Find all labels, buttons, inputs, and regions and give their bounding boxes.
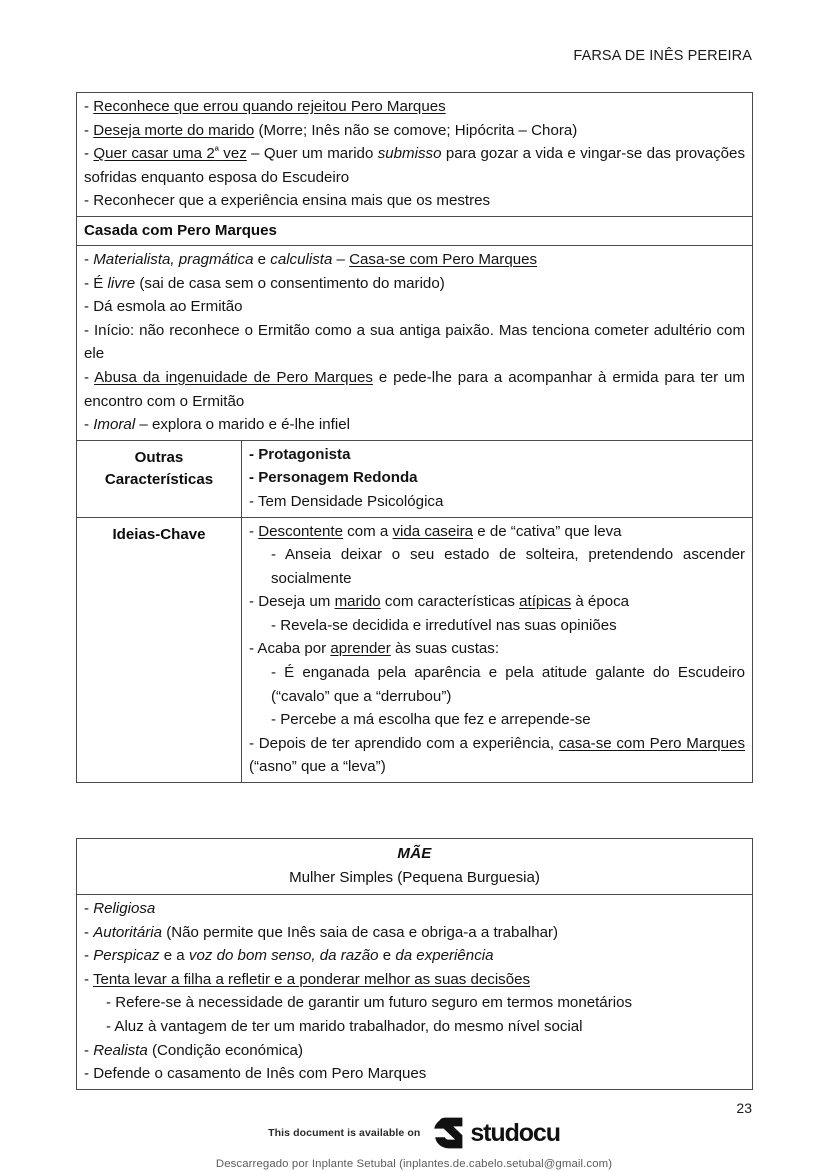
table-mae [76,838,753,1090]
table-row [77,245,753,440]
underlined-phrase: Deseja morte do marido [93,121,255,139]
studocu-logo [433,1117,560,1149]
list-item: - Abusa da ingenuidade de Pero Marques e pede-lhe para a acompanhar à ermida para ter um encontro com o Ermitão [84,368,745,410]
section-subheading: Casada com Pero Marques [84,221,277,239]
list-item: - Reconhece que errou quando rejeitou Pero Marques [84,98,446,115]
cell-label-outras [77,440,242,517]
list-item: - Protagonista [249,445,351,463]
table-ines-pereira [76,92,753,783]
list-item: - Personagem Redonda [249,469,418,487]
italic-phrase: Religiosa [93,900,156,917]
list-item: - Depois de ter aprendido com a experiência, casa-se com Pero Marques (“asno” que a “leva”) [249,734,745,776]
ordinal-marker: ª [214,144,219,157]
studocu-wordmark: studocu [470,1118,560,1147]
row-label-line1: Outras [134,448,184,466]
row-label-line2: Características [104,470,214,488]
table-row [77,895,753,1090]
cell-label-ideias [77,517,242,783]
list-item: - Materialista, pragmática e calculista – Casa-se com Pero Marques [84,250,538,268]
list-item: - Perspicaz e a voz do bom senso, da razão e da experiência [84,947,494,965]
footer [0,1117,828,1170]
underlined-phrase: Casa-se com Pero Marques [349,250,538,268]
list-item: - Revela-se decidida e irredutível nas suas opiniões [271,616,617,634]
list-item: - É livre (sai de casa sem o consentimento do marido) [84,274,445,292]
list-item: - Acaba por aprender às suas custas: [249,640,500,658]
cell-ines-intro [77,93,753,217]
list-item: - Tem Densidade Psicológica [249,492,444,510]
table-row [77,93,753,217]
italic-phrase: calculista [270,250,333,268]
list-item: - Anseia deixar o seu estado de solteira, pretendendo ascender socialmente [271,546,746,587]
italic-phrase: voz do bom senso, da razão [188,947,379,965]
list-item: - Realista (Condição económica) [84,1041,303,1059]
cell-outras-body [242,440,753,517]
list-item: - Religiosa [84,900,156,917]
underlined-phrase: vida caseira [392,522,474,540]
list-item: - Quer casar uma $2^ª$ vez – Quer um marido submisso para gozar a vida e vingar-se das provações sofridas enquanto esposa do Escudeiro [84,144,745,186]
underlined-phrase: Tenta levar a filha a refletir e a ponderar melhor as suas decisões [92,970,531,988]
cell-ideias-body [242,517,753,783]
cell-subheading-casada [77,216,753,245]
table-row [77,216,753,245]
list-item: - Refere-se à necessidade de garantir um futuro seguro em termos monetários [106,994,633,1012]
row-label [77,441,241,497]
list-item: - Início: não reconhece o Ermitão como a sua antiga paixão. Mas tenciona cometer adultério com ele [84,321,746,363]
cell-mae-body [77,895,753,1090]
underlined-phrase: casa-se com Pero Marques [558,734,745,752]
list-item: - Tenta levar a filha a refletir e a ponderar melhor as suas decisões [84,970,531,988]
italic-phrase: da experiência [395,947,494,965]
page-title: MÃE [397,845,432,862]
underlined-phrase: atípicas [519,593,572,611]
underlined-phrase: aprender [330,640,391,658]
list-item: - Dá esmola ao Ermitão [84,298,243,316]
italic-phrase: Materialista, pragmática [93,250,254,268]
availability-text: This document is available on [268,1127,421,1139]
underlined-phrase: Reconhece que errou quando rejeitou Pero Marques [93,98,446,115]
underlined-phrase: Descontente [258,522,343,540]
italic-phrase: submisso [377,145,442,163]
italic-phrase: Perspicaz [93,947,160,965]
table-row [77,440,753,517]
list-item: - É enganada pela aparência e pela atitude galante do Escudeiro (“cavalo” que a “derrubou”) [271,664,746,705]
cell-mae-header [77,839,753,895]
underlined-phrase: Quer casar uma $2^ª$ vez [93,144,247,163]
list-item: - Descontente com a vida caseira e de “cativa” que leva [249,522,622,540]
studocu-mark-icon [433,1117,463,1149]
italic-phrase: Imoral [93,416,136,434]
italic-phrase: Realista [93,1041,148,1059]
list-item: - Reconhecer que a experiência ensina mais que os mestres [84,192,491,210]
italic-phrase: Autoritária [93,923,163,941]
list-item: - Aluz à vantagem de ter um marido trabalhador, do mesmo nível social [106,1017,583,1035]
running-header: FARSA DE INÊS PEREIRA [573,48,752,64]
underlined-phrase: Abusa da ingenuidade de Pero Marques [94,368,373,386]
list-item: - Defende o casamento de Inês com Pero Marques [84,1065,427,1083]
downloaded-by-text: Descarregado por Inplante Setubal (inplantes.de.cabelo.setubal@gmail.com) [215,1158,613,1170]
table-row [77,839,753,895]
list-item: - Deseja morte do marido (Morre; Inês não se comove; Hipócrita – Chora) [84,121,578,139]
list-item: - Imoral – explora o marido e é-lhe infiel [84,416,350,434]
underlined-phrase: marido [334,593,381,611]
list-item: - Autoritária (Não permite que Inês saia de casa e obriga-a a trabalhar) [84,923,559,941]
italic-phrase: livre [107,274,136,292]
page-subtitle: Mulher Simples (Pequena Burguesia) [289,869,540,886]
row-label: Ideias-Chave [112,525,206,543]
cell-casada-body [77,245,753,440]
list-item: - Deseja um marido com características atípicas à época [249,593,630,611]
list-item: - Percebe a má escolha que fez e arrepende-se [271,711,591,729]
page-number: 23 [736,1100,752,1116]
table-row [77,517,753,783]
